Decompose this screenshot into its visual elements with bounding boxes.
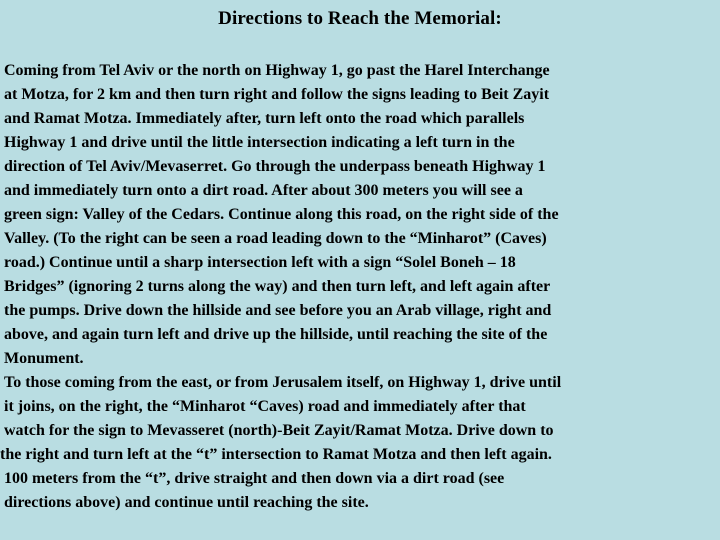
text-line: Bridges” (ignoring 2 turns along the way) and then turn left, and left again after [4, 278, 551, 295]
text-line: and Ramat Motza. Immediately after, turn left onto the road which parallels [4, 110, 525, 127]
text-line: Monument. [4, 350, 84, 367]
text-line: 100 meters from the “t”, drive straight and then down via a dirt road (see [4, 470, 505, 487]
text-line: the right and turn left at the “t” intersection to Ramat Motza and then left again. [0, 446, 552, 463]
text-line: Highway 1 and drive until the little intersection indicating a left turn in the [4, 134, 515, 151]
text-line: the pumps. Drive down the hillside and see before you an Arab village, right and [4, 302, 552, 319]
text-line: above, and again turn left and drive up the hillside, until reaching the site of the [4, 326, 548, 343]
text-line: and immediately turn onto a dirt road. After about 300 meters you will see a [4, 182, 523, 199]
text-line: directions above) and continue until reaching the site. [4, 494, 369, 511]
text-line: direction of Tel Aviv/Mevaserret. Go through the underpass beneath Highway 1 [4, 158, 546, 175]
text-line: Coming from Tel Aviv or the north on Highway 1, go past the Harel Interchange [4, 62, 550, 79]
text-line: green sign: Valley of the Cedars. Continue along this road, on the right side of the [4, 206, 559, 223]
text-line: at Motza, for 2 km and then turn right and follow the signs leading to Beit Zayit [4, 86, 550, 103]
text-line: To those coming from the east, or from Jerusalem itself, on Highway 1, drive until [4, 374, 562, 391]
text-line: watch for the sign to Mevasseret (north)-Beit Zayit/Ramat Motza. Drive down to [4, 422, 554, 439]
text-line: Valley. (To the right can be seen a road leading down to the “Minharot” (Caves) [4, 230, 547, 247]
text-line: road.) Continue until a sharp intersection left with a sign “Solel Boneh – 18 [4, 254, 516, 271]
page-title: Directions to Reach the Memorial: [218, 8, 502, 29]
text-line: it joins, on the right, the “Minharot “Caves) road and immediately after that [4, 398, 526, 415]
